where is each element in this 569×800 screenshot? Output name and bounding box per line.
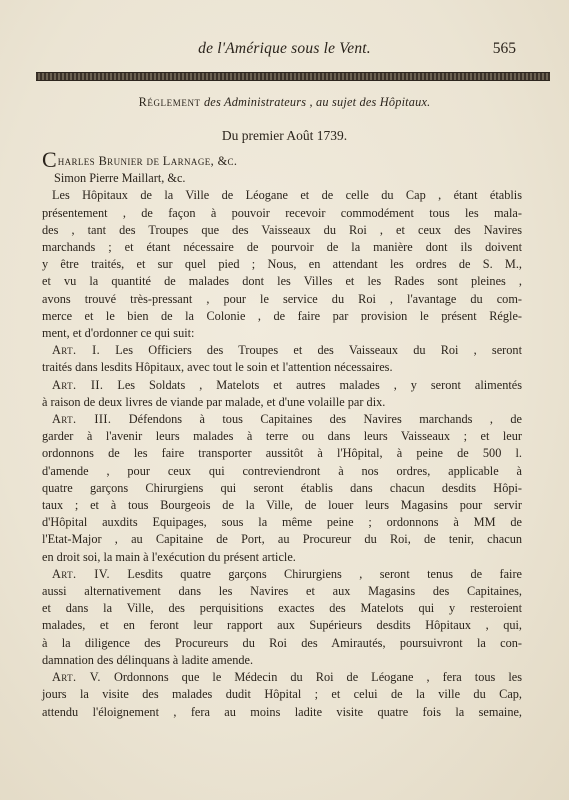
text-line: traités dans lesdits Hôpitaux, avec tout le soin et l'attention nécessaires. [42,360,393,375]
page-number: 565 [492,40,516,57]
text-line: Art. II. Les Soldats , Matelots et autres malades , y seront alimentés [52,377,522,392]
text-line: et dans la Ville, des perquisitions exactes des Matelots qui y resteroient [42,601,522,616]
article-label: Art. IV. [52,566,110,581]
text-line: taux ; et à tous Bourgeois de la Ville, de louer leurs Magasins pour servir [42,498,522,513]
text-line: ment, et d'ordonner ce qui suit: [42,326,195,341]
text-line: Art. III. Défendons à tous Capitaines des Navires marchands , de [52,412,523,427]
body-text [42,147,523,721]
signatory-first [42,147,522,172]
signatory-second: Simon Pierre Maillart, &c. [54,171,186,186]
article-label: Art. III. [52,412,112,427]
article-label: Art. I. [52,343,101,358]
running-head-title: de l'Amérique sous le Vent. [198,40,371,57]
text-line: à raison de deux livres de viande par malade, et d'une volaille par dix. [42,394,386,409]
text-line: ordonnons de les faire transporter aussitôt à l'Hôpital, à peine de 500 l. [42,446,522,461]
text-line: présentement , de façon à pouvoir recevoir commodément tous les mala- [42,205,522,220]
text-line: en droit soi, la main à l'exécution du présent article. [42,549,296,564]
signatory-first-rest: harles Brunier de Larnage, &c. [57,154,238,168]
text-line: marchands ; et étant nécessaire de pourvoir de la manière dont ils doivent [42,240,522,255]
article-label: Art. V. [52,670,101,685]
text-line: d'amende , pour ceux qui contreviendront à nos ordres, applicable à [42,463,522,478]
text-line: Art. V. Ordonnons que le Médecin du Roi de Léogane , fera tous les [52,670,523,685]
article-4 [42,566,522,669]
ornamental-rule [36,72,550,81]
text-line: jours la visite des malades dudit Hôpital ; et celui de la ville du Cap, [42,687,522,702]
heading-rest: des Administrateurs , au sujet des Hôpitaux. [203,95,431,109]
heading-first-word: Réglement [138,95,201,109]
text-line: y être traités, et sur quel pied ; Nous, en attendant les ordres de S. M., [42,257,522,272]
text-line: damnation des délinquans à ladite amende. [42,652,254,667]
text-line: Art. IV. Lesdits quatre garçons Chirurgiens , seront tenus de faire [52,566,522,581]
text-line: avons trouvé très-pressant , pour le service du Roi , l'avantage du com- [42,291,522,306]
article-label: Art. II. [52,377,104,392]
text-line: aussi alternativement dans les Navires et aux Magasins des Capitaines, [42,584,522,599]
drop-cap: C [42,147,57,172]
text-line: d'Hôpital auxdits Equipages, sous la même peine ; ordonnons à MM de [42,515,522,530]
text-line: malades, et en feront leur rapport aux Supérieurs desdits Hôpitaux , qui, [42,618,522,633]
text-line: et vu la quantité de malades dont les Villes et les Rades sont pleines , [42,274,522,289]
article-2 [42,377,522,411]
document-date: Du premier Août 1739. [221,128,348,143]
text-line: à la diligence des Procureurs du Roi des Amirautés, poursuivront la con- [42,635,522,650]
article-1 [42,342,522,376]
article-5 [42,669,522,721]
text-line: quatre garçons Chirurgiens qui seront établis dans chacun desdits Hôpi- [42,480,522,495]
text-line: Art. I. Les Officiers des Troupes et des Vaisseaux du Roi , seront [52,343,522,358]
text-line: attendu l'éloignement , fera au moins ladite visite quatre fois la semaine, [42,704,522,719]
preamble-paragraph [42,187,522,342]
text-line: des , tant des Troupes que des Vaisseaux du Roi , et ceux des Navires [42,222,522,237]
text-line: merce et le bien de la Colonie , de faire par provision le présent Régle- [42,308,522,323]
document-heading [0,95,569,110]
article-3 [42,411,522,566]
text-line: l'Etat-Major , au Capitaine de Port, au Procureur du Roi, de tenir, chacun [42,532,522,547]
text-line: garder à l'avenir leurs malades à terre ou dans leurs Vaisseaux ; et leur [42,429,522,444]
text-line: Les Hôpitaux de la Ville de Léogane et de celle du Cap , étant établis [52,188,522,203]
running-head [0,40,569,66]
